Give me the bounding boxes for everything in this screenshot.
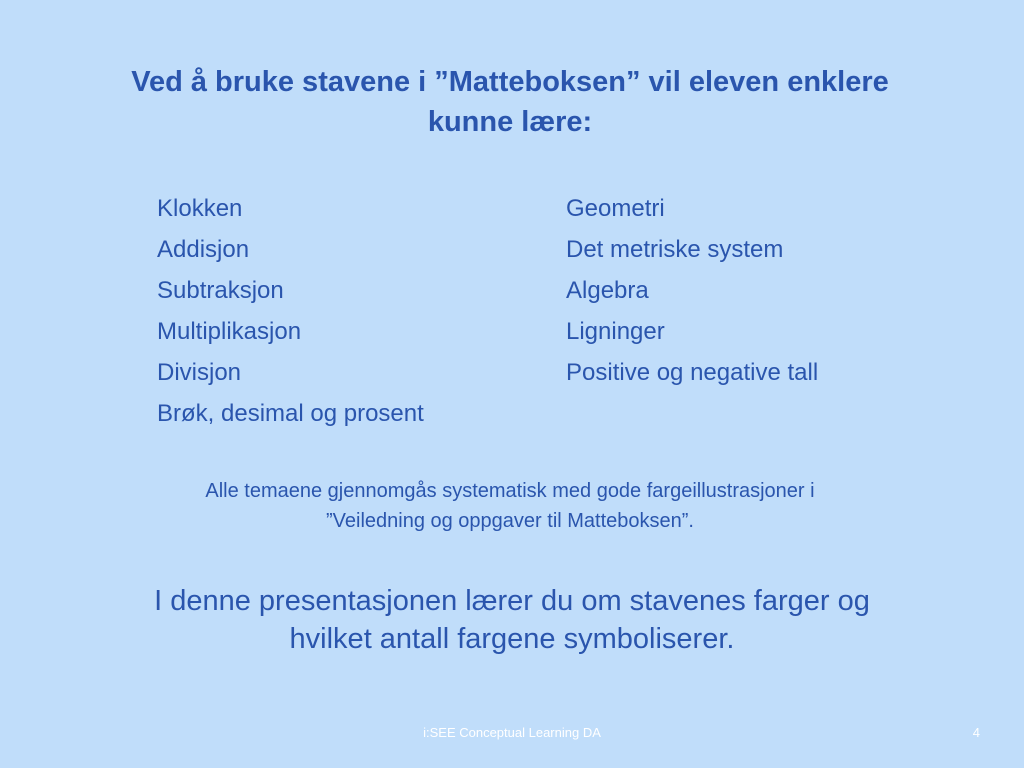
slide-title-line-2: kunne lære: [427,106,593,138]
page-number: 4 [972,725,980,740]
topic-item: Klokken [157,195,243,222]
slide-note [60,476,960,536]
topic-item: Geometri [566,195,665,222]
topic-item: Divisjon [157,359,242,386]
topic-item: Brøk, desimal og prosent [157,400,424,427]
topic-item: Ligninger [566,318,665,345]
topic-item: Addisjon [157,236,250,263]
topic-item: Positive og negative tall [566,359,819,386]
topic-item: Subtraksjon [157,277,284,304]
topic-item: Multiplikasjon [157,318,302,345]
slide-intro-line-1: I denne presentasjonen lærer du om stavenes farger og [154,585,870,617]
topic-item: Det metriske system [566,236,784,263]
topic-item: Algebra [566,277,649,304]
slide-note-line-2: ”Veiledning og oppgaver til Matteboksen”. [325,510,694,532]
slide-intro-line-2: hvilket antall fargene symboliserer. [289,623,735,655]
slide-intro [40,582,984,658]
slide-footer: i:SEE Conceptual Learning DA [423,725,601,740]
slide-note-line-1: Alle temaene gjennomgås systematisk med gode fargeillustrasjoner i [205,480,815,502]
slide-title [40,62,980,142]
slide-title-line-1: Ved å bruke stavene i ”Matteboksen” vil eleven enklere [131,66,889,98]
